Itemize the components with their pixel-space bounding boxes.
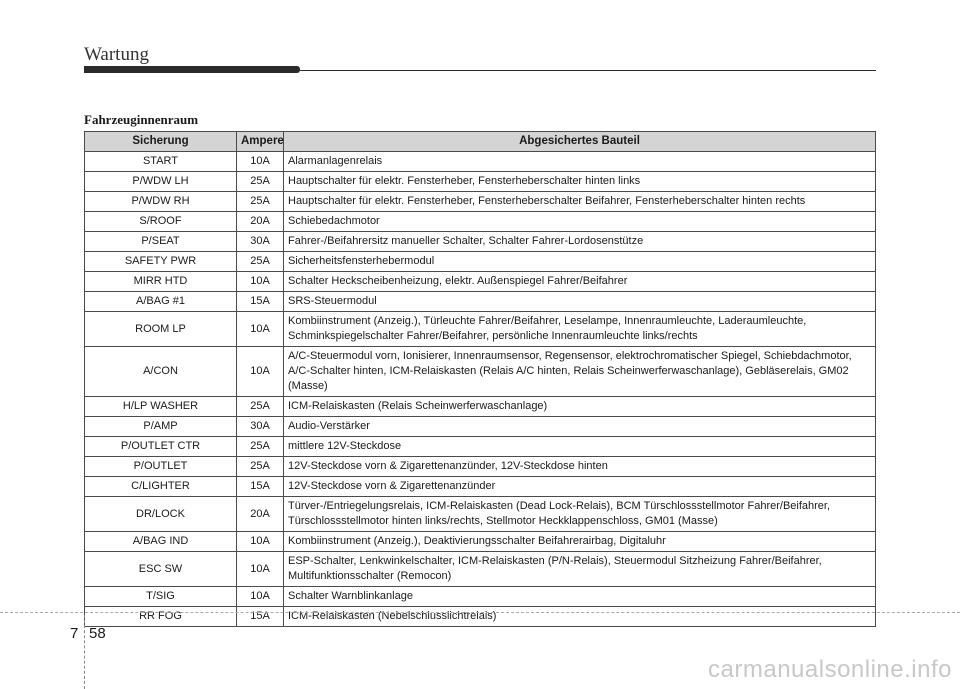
ampere-cell: 10A [237, 532, 284, 552]
ampere-cell: 30A [237, 232, 284, 252]
ampere-cell: 20A [237, 497, 284, 532]
header-component: Abgesichertes Bauteil [284, 132, 876, 152]
component-cell: Türver-/Entriegelungsrelais, ICM-Relaiskasten (Dead Lock-Relais), BCM Türschlossstellmotor Fahrer/Beifahrer, Türschlossstellmotor hinten links/rechts, Stellmotor Heckklappenschloss, GM01 (Masse) [284, 497, 876, 532]
component-cell: Schalter Heckscheibenheizung, elektr. Außenspiegel Fahrer/Beifahrer [284, 272, 876, 292]
component-cell: ICM-Relaiskasten (Nebelschlusslichtrelais) [284, 607, 876, 627]
fuse-name-cell: A/CON [85, 347, 237, 397]
fuse-name-cell: T/SIG [85, 587, 237, 607]
table-row [85, 252, 876, 272]
component-cell: Schiebedachmotor [284, 212, 876, 232]
ampere-cell: 25A [237, 397, 284, 417]
component-cell: Kombiinstrument (Anzeig.), Deaktivierungsschalter Beifahrerairbag, Digitaluhr [284, 532, 876, 552]
fuse-name-cell: A/BAG #1 [85, 292, 237, 312]
table-row [85, 397, 876, 417]
component-cell: Hauptschalter für elektr. Fensterheber, Fensterheberschalter hinten links [284, 172, 876, 192]
table-row [85, 607, 876, 627]
table-row [85, 272, 876, 292]
table-row [85, 457, 876, 477]
table-row [85, 477, 876, 497]
ampere-cell: 25A [237, 192, 284, 212]
header-bar [84, 66, 300, 73]
table-row [85, 347, 876, 397]
ampere-cell: 10A [237, 312, 284, 347]
ampere-cell: 25A [237, 172, 284, 192]
ampere-cell: 10A [237, 587, 284, 607]
fuse-name-cell: SAFETY PWR [85, 252, 237, 272]
ampere-cell: 20A [237, 212, 284, 232]
ampere-cell: 25A [237, 252, 284, 272]
page-number: 58 [89, 625, 106, 642]
chapter-number: 7 [70, 625, 79, 642]
header-ampere: Ampere [237, 132, 284, 152]
table-row [85, 497, 876, 532]
table-row [85, 232, 876, 252]
component-cell: Alarmanlagenrelais [284, 152, 876, 172]
ampere-cell: 10A [237, 272, 284, 292]
fuse-name-cell: DR/LOCK [85, 497, 237, 532]
ampere-cell: 25A [237, 437, 284, 457]
ampere-cell: 25A [237, 457, 284, 477]
table-row [85, 552, 876, 587]
component-cell: Hauptschalter für elektr. Fensterheber, Fensterheberschalter Beifahrer, Fensterheberschalter hinten rechts [284, 192, 876, 212]
ampere-cell: 10A [237, 347, 284, 397]
fuse-name-cell: P/WDW RH [85, 192, 237, 212]
component-cell: Sicherheitsfensterhebermodul [284, 252, 876, 272]
watermark: carmanualsonline.info [708, 656, 952, 683]
fuse-name-cell: ROOM LP [85, 312, 237, 347]
footer-divider [0, 612, 960, 614]
section-title: Fahrzeuginnenraum [84, 112, 199, 127]
table-row [85, 437, 876, 457]
fuse-name-cell: P/OUTLET CTR [85, 437, 237, 457]
component-cell: mittlere 12V-Steckdose [284, 437, 876, 457]
table-row [85, 212, 876, 232]
component-cell: SRS-Steuermodul [284, 292, 876, 312]
fuse-name-cell: ESC SW [85, 552, 237, 587]
component-cell: A/C-Steuermodul vorn, Ionisierer, Innenraumsensor, Regensensor, elektrochromatischer Spiegel, Schiebdachmotor, A/C-Schalter hinten, ICM-Relaiskasten (Relais A/C hinten, Relais Scheinwerferwaschanlage), Gebläserelais, GM02 (Masse) [284, 347, 876, 397]
component-cell: ICM-Relaiskasten (Relais Scheinwerferwaschanlage) [284, 397, 876, 417]
ampere-cell: 10A [237, 552, 284, 587]
fuse-name-cell: P/OUTLET [85, 457, 237, 477]
fuse-name-cell: H/LP WASHER [85, 397, 237, 417]
ampere-cell: 10A [237, 152, 284, 172]
header-rule [300, 70, 876, 71]
table-row [85, 417, 876, 437]
component-cell: Audio-Verstärker [284, 417, 876, 437]
component-cell: 12V-Steckdose vorn & Zigarettenanzünder [284, 477, 876, 497]
table-row [85, 152, 876, 172]
table-row [85, 532, 876, 552]
ampere-cell: 15A [237, 292, 284, 312]
fuse-name-cell: MIRR HTD [85, 272, 237, 292]
component-cell: ESP-Schalter, Lenkwinkelschalter, ICM-Relaiskasten (P/N-Relais), Steuermodul Sitzheizung Fahrer/Beifahrer, Multifunktionsschalter (Remocon) [284, 552, 876, 587]
component-cell: Schalter Warnblinkanlage [284, 587, 876, 607]
fuse-name-cell: C/LIGHTER [85, 477, 237, 497]
component-cell: Fahrer-/Beifahrersitz manueller Schalter, Schalter Fahrer-Lordosenstütze [284, 232, 876, 252]
fuse-name-cell: RR FOG [85, 607, 237, 627]
fuse-name-cell: P/WDW LH [85, 172, 237, 192]
fuse-table [84, 131, 876, 627]
table-row [85, 312, 876, 347]
component-cell: Kombiinstrument (Anzeig.), Türleuchte Fahrer/Beifahrer, Leselampe, Innenraumleuchte, Laderaumleuchte, Schminkspiegelschalter Fahrer/Beifahrer, persönliche Innenraumleuchte links/rechts [284, 312, 876, 347]
table-row [85, 192, 876, 212]
footer-vertical-divider [84, 615, 86, 689]
fuse-name-cell: A/BAG IND [85, 532, 237, 552]
fuse-name-cell: P/SEAT [85, 232, 237, 252]
fuse-name-cell: P/AMP [85, 417, 237, 437]
component-cell: 12V-Steckdose vorn & Zigarettenanzünder, 12V-Steckdose hinten [284, 457, 876, 477]
header-fuse: Sicherung [85, 132, 237, 152]
fuse-name-cell: S/ROOF [85, 212, 237, 232]
table-header-row [85, 132, 876, 152]
table-row [85, 587, 876, 607]
ampere-cell: 15A [237, 477, 284, 497]
table-row [85, 172, 876, 192]
table-row [85, 292, 876, 312]
ampere-cell: 30A [237, 417, 284, 437]
fuse-name-cell: START [85, 152, 237, 172]
page-header-title: Wartung [84, 44, 149, 65]
ampere-cell: 15A [237, 607, 284, 627]
